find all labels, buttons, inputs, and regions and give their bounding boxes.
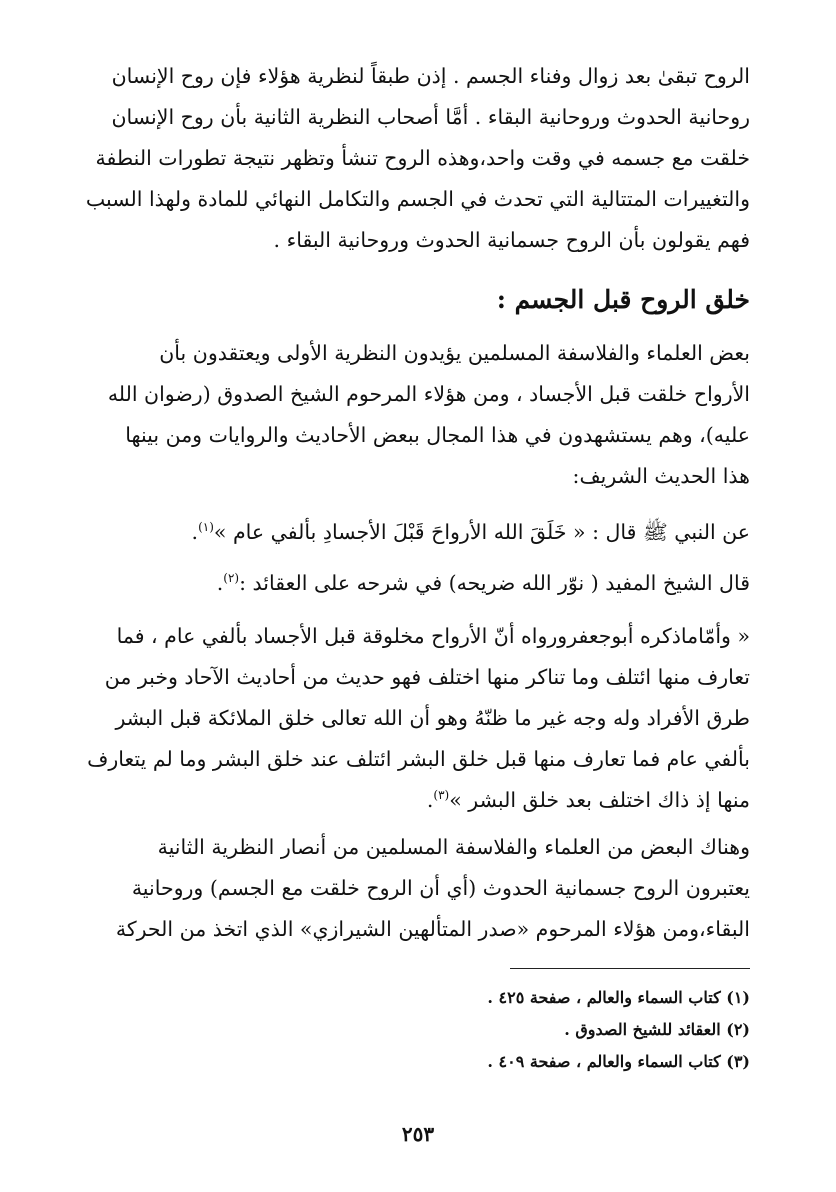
paragraph-3 <box>86 616 750 821</box>
footnote-item: (١) كتاب السماء والعالم ، صفحة ٤٢٥ . <box>487 988 750 1007</box>
paragraph-2-line: عليه)، وهم يستشهدون في هذا المجال ببعض الأحاديث والروايات ومن بينها <box>125 423 750 447</box>
footnotes <box>86 982 750 1078</box>
paragraph-4-line: البقاء،ومن هؤلاء المرحوم «صدر المتألهين الشيرازي» الذي اتخذ من الحركة <box>115 917 750 941</box>
paragraph-4-line: وهناك البعض من العلماء والفلاسفة المسلمين من أنصار النظرية الثانية <box>157 835 750 859</box>
paragraph-1 <box>86 56 750 261</box>
paragraph-3-line: تعارف منها ائتلف وما تناكر منها اختلف فهو حديث من أحاديث الآحاد وخبر من <box>104 665 750 689</box>
hadith-quote-text: عن النبي ﷺ قال : « خَلَقَ الله الأرواحَ قَبْلَ الأجسادِ بألفي عام » <box>213 520 750 544</box>
paragraph-1-line: فهم يقولون بأن الروح جسمانية الحدوث وروحانية البقاء . <box>273 228 750 252</box>
mufid-quote-intro <box>86 565 750 601</box>
footnote-divider <box>510 968 750 969</box>
page-number: ٢٥٣ <box>401 1122 435 1146</box>
paragraph-4 <box>86 827 750 950</box>
footnote-ref-1: (١) <box>198 520 214 535</box>
paragraph-2 <box>86 333 750 497</box>
paragraph-1-line: الروح تبقىٰ بعد زوال وفناء الجسم . إذن طبقاً لنظرية هؤلاء فإن روح الإنسان <box>111 64 750 88</box>
paragraph-3-last-line <box>86 780 750 821</box>
paragraph-2-line: بعض العلماء والفلاسفة المسلمين يؤيدون النظرية الأولى ويعتقدون بأن <box>159 341 750 365</box>
paragraph-3-end: . <box>426 788 434 812</box>
footnote-item: (٢) العقائد للشيخ الصدوق . <box>564 1020 750 1039</box>
paragraph-3-line: طرق الأفراد وله وجه غير ما ظنّهُ وهو أن الله تعالى خلق الملائكة قبل البشر <box>115 706 750 730</box>
paragraph-3-line: بألفي عام فما تعارف منها قبل خلق البشر ائتلف عند خلق البشر وما لم يتعارف <box>87 747 750 771</box>
paragraph-2-line: هذا الحديث الشريف: <box>572 464 750 488</box>
footnote-item: (٣) كتاب السماء والعالم ، صفحة ٤٠٩ . <box>487 1052 750 1071</box>
paragraph-4-line: يعتبرون الروح جسمانية الحدوث (أي أن الروح خلقت مع الجسم) وروحانية <box>131 876 750 900</box>
hadith-quote-end: . <box>191 520 199 544</box>
paragraph-1-line: خلقت مع جسمه في وقت واحد،وهذه الروح تنشأ وتظهر نتيجة تطورات النطفة <box>95 146 750 170</box>
paragraph-3-last-text: منها إذ ذاك اختلف بعد خلق البشر » <box>449 788 750 812</box>
paragraph-1-line: روحانية الحدوث وروحانية البقاء . أمَّا أصحاب النظرية الثانية بأن روح الإنسان <box>111 105 750 129</box>
mufid-quote-text: قال الشيخ المفيد ( نوّر الله ضريحه) في شرحه على العقائد : <box>239 571 750 595</box>
footnote-ref-2: (٢) <box>223 571 240 586</box>
footnote-ref-3: (٣) <box>433 788 450 803</box>
paragraph-2-line: الأرواح خلقت قبل الأجساد ، ومن هؤلاء المرحوم الشيخ الصدوق (رضوان الله <box>107 382 750 406</box>
hadith-quote <box>86 514 750 550</box>
section-heading: خلق الروح قبل الجسم : <box>496 285 750 314</box>
paragraph-1-line: والتغييرات المتتالية التي تحدث في الجسم والتكامل النهائي للمادة ولهذا السبب <box>86 187 750 211</box>
paragraph-3-line: « وأمّاماذكره أبوجعفرورواه أنّ الأرواح مخلوقة قبل الأجساد بألفي عام ، فما <box>116 624 750 648</box>
mufid-quote-end: . <box>216 571 224 595</box>
